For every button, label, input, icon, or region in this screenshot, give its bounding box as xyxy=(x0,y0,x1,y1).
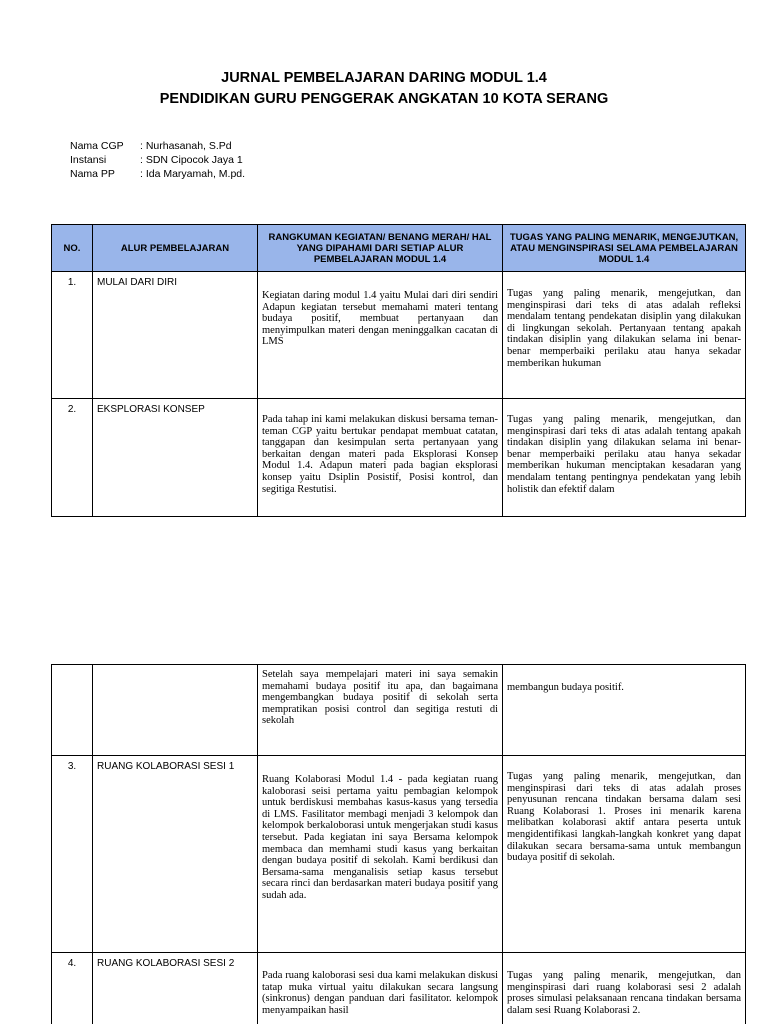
info-label: Nama PP xyxy=(70,168,115,180)
table-row xyxy=(52,953,746,1024)
table-row xyxy=(52,272,746,399)
row-tugas: Tugas yang paling menarik, mengejutkan, dan menginspirasi dari teks di atas adalah proses penyusunan rencana tindakan bersama dalam sesi Ruang Kolaborasi 1. Proses ini menarik karena melibatkan kolaborasi aktif antara peserta untuk mengidentifikasi langkah-langkah konkret yang dapat dilakukan secara bersama-sama untuk membangun budaya positif di sekolah. xyxy=(503,756,746,953)
row-tugas: Tugas yang paling menarik, mengejutkan, dan menginspirasi dari teks di atas adalah refleksi mendalam tentang pendekatan disiplin yang dilakukan di lingkungan sekolah. Pertanyaan tentang apakah tindakan disiplin yang dilakukan selama ini benar-benar memperbaiki perilaku atau hanya sekadar memberikan hukuman xyxy=(503,272,746,399)
row-rangkuman: Ruang Kolaborasi Modul 1.4 - pada kegiatan ruang kaloborasi seisi pertama yaitu pembagian kelompok untuk berdiskusi membahas kasus-kasus yang tersedia di LMS. Fasilitator membagi menjadi 3 kelompok dan kelompok berkaloborasi untuk mengerjakan studi kasus tersebut. Pada kegiatan ini saya Bersama kelompok membaca dan memhami studi kasus yang berkaitan dengan budaya positif di sekolah. Kami berdikusi dan Bersama-sama menganalisis setiap kasus tersebut secara rinci dan berdasarkan materi budaya positif yang sudah ada. xyxy=(258,756,503,953)
row-rangkuman: Setelah saya mempelajari materi ini saya semakin memahami budaya positif itu apa, dan bagaimana mengembangkan budaya positif di sekolah serta mempratikan posisi control dan segitiga restuti di sekolah xyxy=(258,665,503,756)
row-number: 1. xyxy=(52,272,93,399)
row-number: 3. xyxy=(52,756,93,953)
row-rangkuman xyxy=(258,399,503,517)
info-label: Instansi xyxy=(70,154,107,166)
header-no: NO. xyxy=(52,225,93,272)
info-row-instansi xyxy=(70,153,245,167)
table-row xyxy=(52,665,746,756)
row-alur xyxy=(93,665,258,756)
tugas-text: Tugas yang paling menarik, mengejutkan, dan menginspirasi dari teks di atas adalah tentang apakah tindakan disiplin yang dilakukan selama ini benar-benar memperbaiki perilaku atau hanya sekadar memberikan hukuman menciptakan kesadaran yang mendalam tentang pentingnya pendekatan yang lebih holistik dan efektif dalam xyxy=(507,414,741,495)
row-number: 2. xyxy=(52,399,93,517)
table-row xyxy=(52,399,746,517)
row-alur: RUANG KOLABORASI SESI 1 xyxy=(93,756,258,953)
row-alur: EKSPLORASI KONSEP xyxy=(93,399,258,517)
journal-table-page-2 xyxy=(51,664,746,1024)
table-row xyxy=(52,756,746,953)
row-alur: RUANG KOLABORASI SESI 2 xyxy=(93,953,258,1024)
header-tugas: TUGAS YANG PALING MENARIK, MENGEJUTKAN, ATAU MENGINSPIRASI SELAMA PEMBELAJARAN MODUL 1.4 xyxy=(503,225,746,272)
info-row-nama-pp xyxy=(70,167,245,181)
row-tugas xyxy=(503,399,746,517)
info-value: : SDN Cipocok Jaya 1 xyxy=(140,154,243,166)
info-value: : Nurhasanah, S.Pd xyxy=(140,140,232,152)
row-rangkuman: Kegiatan daring modul 1.4 yaitu Mulai dari diri sendiri Adapun kegiatan tersebut memahami materi tentang budaya positif, membuat pertanyaan dan menyimpulkan materi dengan meninggalkan cacatan di LMS xyxy=(258,272,503,399)
header-alur: ALUR PEMBELAJARAN xyxy=(93,225,258,272)
info-label: Nama CGP xyxy=(70,140,124,152)
identity-block xyxy=(70,139,245,181)
row-tugas: Tugas yang paling menarik, mengejutkan, dan menginspirasi dari ruang kolaborasi sesi 2 adalah proses simulasi pelaksanaan rencana tindakan bersama dalam sesi Ruang Kolaborasi 2. xyxy=(503,953,746,1024)
row-alur: MULAI DARI DIRI xyxy=(93,272,258,399)
journal-table-page-1 xyxy=(51,224,746,517)
header-rangkuman: RANGKUMAN KEGIATAN/ BENANG MERAH/ HAL YANG DIPAHAMI DARI SETIAP ALUR PEMBELAJARAN MODUL 1.4 xyxy=(258,225,503,272)
document-title-line-2: PENDIDIKAN GURU PENGGERAK ANGKATAN 10 KOTA SERANG xyxy=(159,91,609,107)
row-number xyxy=(52,665,93,756)
document-title-line-1: JURNAL PEMBELAJARAN DARING MODUL 1.4 xyxy=(221,70,547,86)
table-header-row xyxy=(52,225,746,272)
row-number: 4. xyxy=(52,953,93,1024)
info-row-nama-cgp xyxy=(70,139,245,153)
info-value: : Ida Maryamah, M.pd. xyxy=(140,168,246,180)
row-tugas: membangun budaya positif. xyxy=(503,665,746,756)
rangkuman-text: Pada tahap ini kami melakukan diskusi bersama teman-teman CGP yaitu bertukar pendapat membuat catatan, tanggapan dan kesimpulan serta pertanyaan yang berkaitan dengan materi pada Eksplorasi Konsep Modul 1.4. Adapun materi pada bagian eksplorasi konsep yaitu Dsiplin Posistif, Posisi kontrol, dan segitiga Restutisi. xyxy=(262,414,498,495)
row-rangkuman: Pada ruang kaloborasi sesi dua kami melakukan diskusi tatap muka virtual yaitu dilakukan secara langsung (sinkronus) dengan panduan dari fasilitator. kelompok menyampaikan hasil xyxy=(258,953,503,1024)
